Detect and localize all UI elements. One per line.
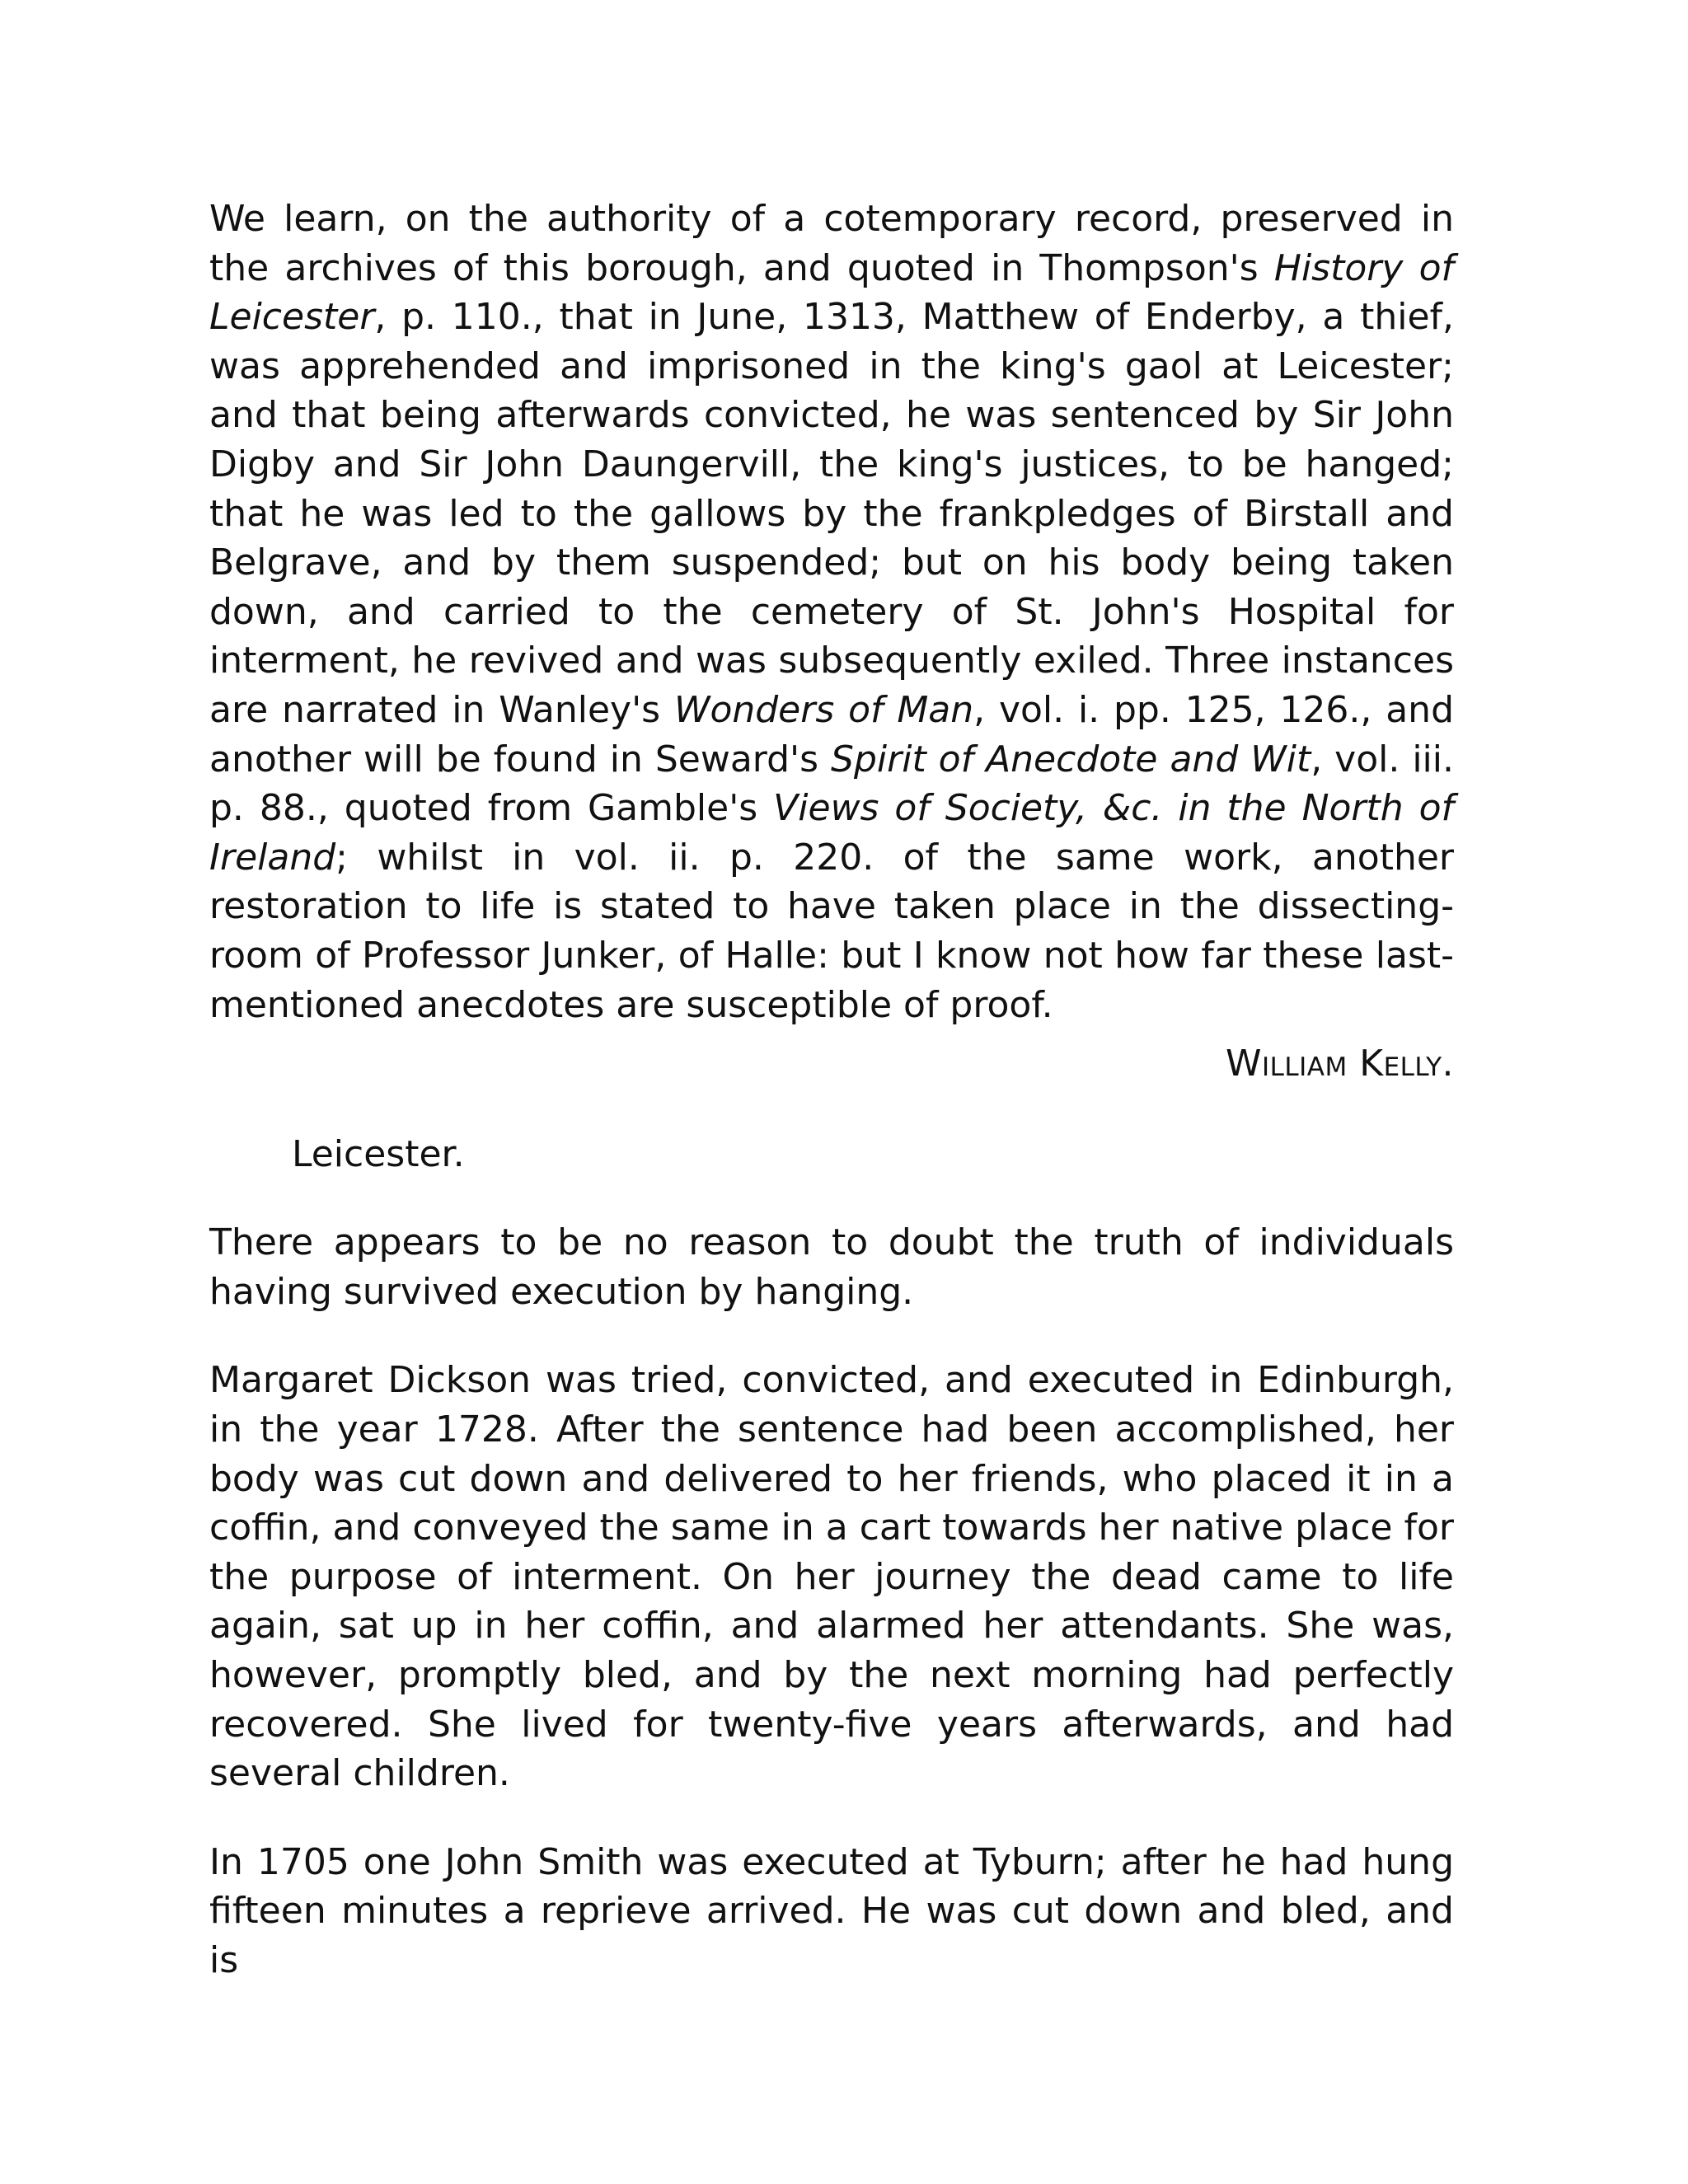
place-line: Leicester. [292,1132,465,1175]
book-title-views-of-society: Views of Society, &c. in the North of Ireland [209,787,1454,879]
book-title-wonders-of-man: Wonders of Man [673,688,974,731]
paragraph-margaret-dickson: Margaret Dickson was tried, convicted, and executed in Edinburgh, in the year 1728. After the sentence had been accomplished, her body was cut down and delivered to her friends, who placed it in a coffin, and conveyed the same in a cart towards her native place for the purpose of interment. On her journey the dead came to life again, sat up in her coffin, and alarmed her attendants. She was, however, promptly bled, and by the next morning had perfectly recovered. She lived for twenty-five years afterwards, and had several children. [209,1359,1454,1795]
text-span: We learn, on the authority of a cotemporary record, preserved in the archives of this borough, and quoted in Thompson's [209,198,1454,289]
text-span: , vol. i. pp. 125, 126., and another will be found in Seward's [209,688,1454,780]
book-title-history-of-leicester: History of Leicester [209,246,1455,339]
paragraph-survived-execution: There appears to be no reason to doubt the truth of individuals having survived execution by hanging. [209,1221,1454,1313]
signature: William Kelly. [1225,1043,1454,1085]
paragraph-kelly-letter [209,194,1454,1029]
text-span: , vol. iii. p. 88., quoted from Gamble's [209,738,1454,830]
document-page [209,194,1454,1985]
paragraph-john-smith: In 1705 one John Smith was executed at Tyburn; after he had hung fifteen minutes a reprieve arrived. He was cut down and bled, and is [209,1840,1454,1981]
text-span: ; whilst in vol. ii. p. 220. of the same work, another restoration to life is stated to have taken place in the dissecting-room of Professor Junker, of Halle: but I know not how far these last-mentioned anecdotes are susceptible of proof. [209,836,1454,1026]
text-span: , p. 110., that in June, 1313, Matthew of Enderby, a thief, was apprehended and imprisoned in the king's gaol at Leicester; and that being afterwards convicted, he was sentenced by Sir John Digby and Sir John Daungervill, the king's justices, to be hanged; that he was led to the gallows by the frankpledges of Birstall and Belgrave, and by them suspended; but on his body being taken down, and carried to the cemetery of St. John's Hospital for interment, he revived and was subsequently exiled. Three instances are narrated in Wanley's [209,296,1454,731]
book-title-spirit-of-anecdote: Spirit of Anecdote and Wit [831,738,1311,780]
